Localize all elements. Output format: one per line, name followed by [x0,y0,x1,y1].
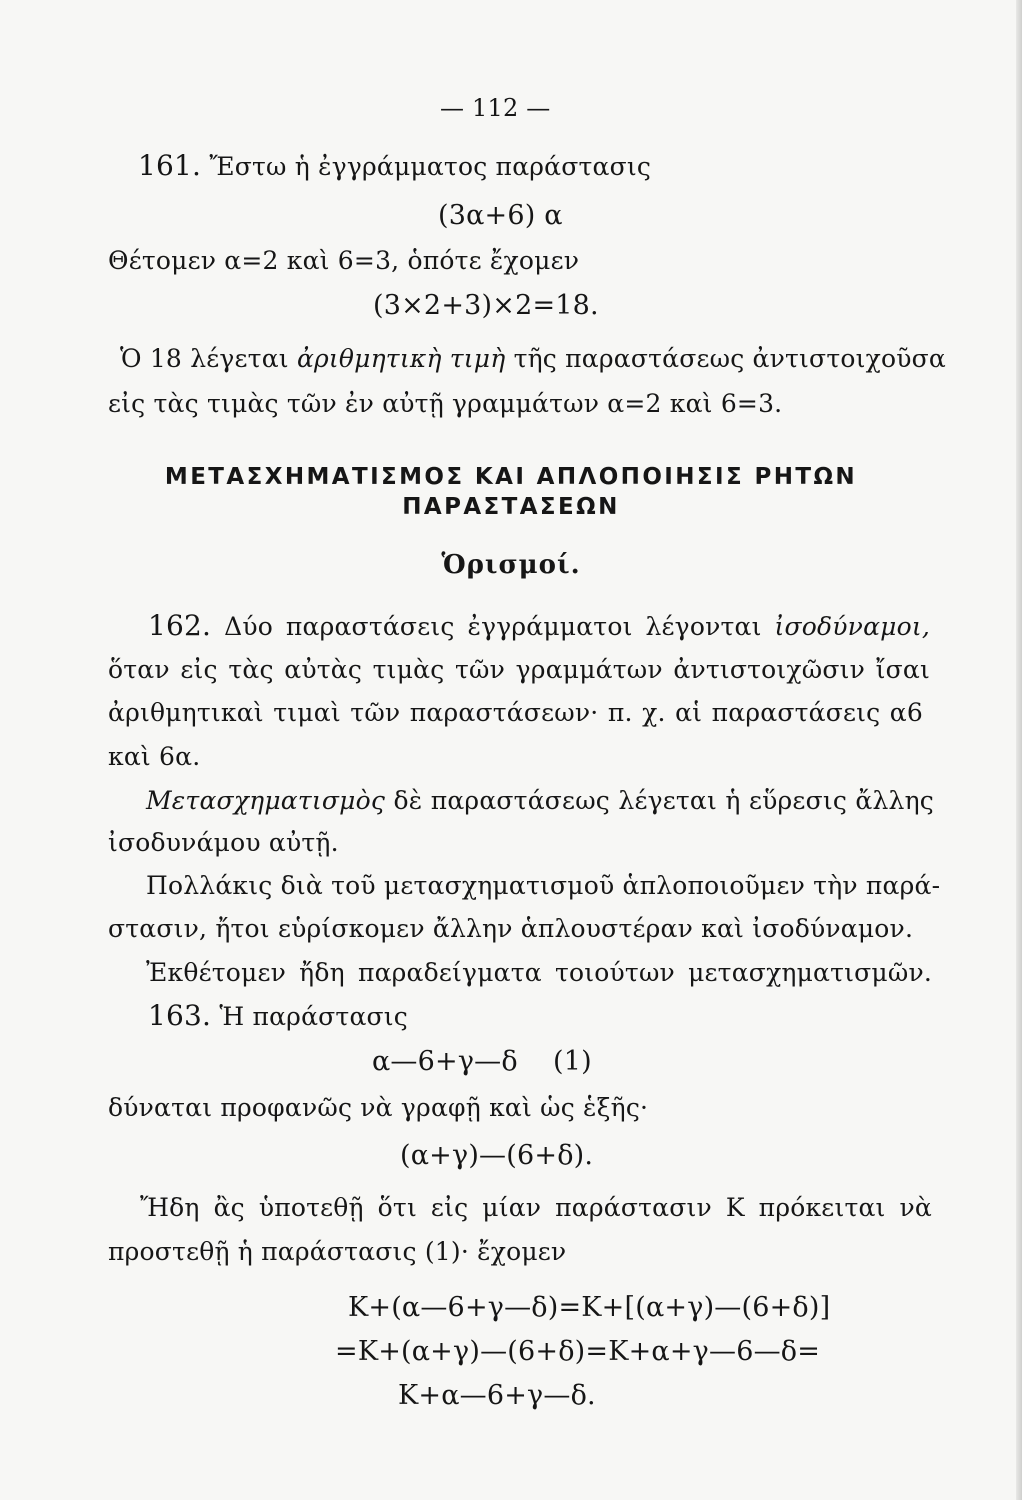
paragraph-162-p2-line1 [146,785,934,817]
text: Ὁ 18 λέγεται [120,344,297,373]
equation-163-3: Κ+α—6+γ—δ. [398,1380,596,1411]
expression-163-1: α—6+γ—δ (1) [372,1046,592,1077]
paragraph-162-p2-line2: ἰσοδυνάμου αὐτῇ. [108,828,339,857]
section-heading-line1: ΜΕΤΑΣΧΗΜΑΤΙΣΜΟΣ ΚΑΙ ΑΠΛΟΠΟΙΗΣΙΣ ΡΗΤΩΝ [164,464,858,490]
page-number: — 112 — [440,94,551,122]
section-number-163: 163. [148,999,212,1032]
subheading-definitions: Ὁρισμοί. [441,550,581,580]
expression-161-2: (3×2+3)×2=18. [373,290,599,321]
emphasis-arithmetic-value: ἀριθμητικὴ τιμὴ [296,344,506,373]
emphasis-equivalent: ἰσοδύναμοι, [774,612,930,641]
text: Ἔστω ἡ ἐγγράμματος παράστασις [209,152,652,181]
paragraph-162-line1 [148,610,930,643]
paragraph-163-line4: προστεθῇ ἡ παράστασις (1)· ἔχομεν [108,1237,567,1266]
paragraph-162-p3-line2: στασιν, ἤτοι εὑρίσκομεν ἄλλην ἁπλουστέραν καὶ ἰσοδύναμον. [108,914,914,943]
expression-163-2: (α+γ)—(6+δ). [400,1140,594,1171]
equation-163-1: Κ+(α—6+γ—δ)=Κ+[(α+γ)—(6+δ)] [348,1292,831,1323]
paragraph-163-line2: δύναται προφανῶς νὰ γραφῇ καὶ ὡς ἑξῆς· [108,1093,649,1122]
paragraph-161-line2: Θέτομεν α=2 καὶ 6=3, ὁπότε ἔχομεν [108,246,580,275]
paragraph-162-line3: ἀριθμητικαὶ τιμαὶ τῶν παραστάσεων· π. χ. αἱ παραστάσεις α6 [108,698,923,727]
paragraph-163-intro [148,1000,408,1033]
text: Ἡ παράστασις [219,1002,409,1031]
paragraph-161-intro [138,150,651,183]
paragraph-163-line3: Ἤδη ἂς ὑποτεθῇ ὅτι εἰς μίαν παράστασιν Κ πρόκειται νὰ [140,1193,932,1222]
paragraph-162-p3-line1: Πολλάκις διὰ τοῦ μετασχηματισμοῦ ἁπλοποιοῦμεν τὴν παρά- [146,871,941,900]
section-number-161: 161. [138,149,202,182]
paragraph-161-line4: εἰς τὰς τιμὰς τῶν ἐν αὐτῇ γραμμάτων α=2 καὶ 6=3. [108,389,783,418]
equation-163-2: =Κ+(α+γ)—(6+δ)=Κ+α+γ—6—δ= [335,1336,821,1367]
paragraph-162-p4: Ἐκθέτομεν ἤδη παραδείγματα τοιούτων μετασχηματισμῶν. [146,958,932,987]
paragraph-162-line4: καὶ 6α. [108,742,201,771]
text: Δύο παραστάσεις ἐγγράμματοι λέγονται [224,612,775,641]
paragraph-162-line2: ὅταν εἰς τὰς αὐτὰς τιμὰς τῶν γραμμάτων ἀντιστοιχῶσιν ἴσαι [108,655,930,684]
page-edge-shadow [1016,0,1022,1500]
section-number-162: 162. [148,609,212,642]
paragraph-161-line3 [120,343,946,375]
expression-161-1: (3α+6) α [438,200,563,231]
emphasis-transformation: Μετασχηματισμὸς [146,786,386,815]
section-heading-line2: ΠΑΡΑΣΤΑΣΕΩΝ [402,494,620,520]
text: τῆς παραστάσεως ἀντιστοιχοῦσα [505,344,946,373]
text: δὲ παραστάσεως λέγεται ἡ εὕρεσις ἄλλης [385,786,934,815]
